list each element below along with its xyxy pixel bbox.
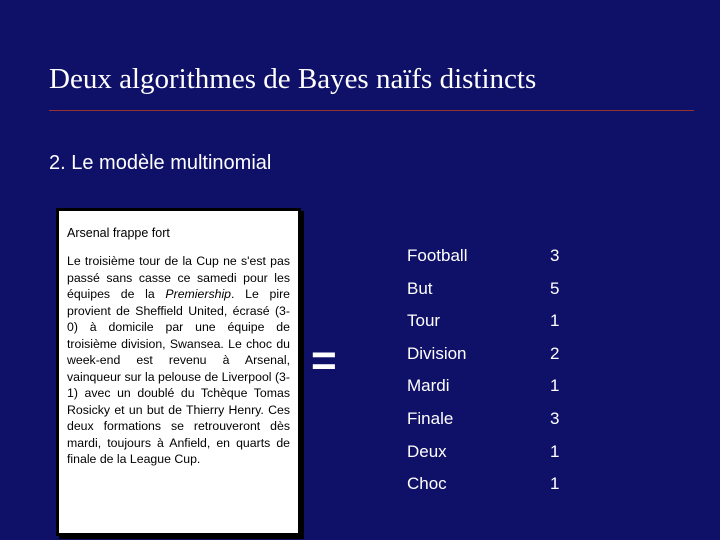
word-count: 1	[550, 311, 560, 331]
word-count-row	[407, 370, 587, 403]
article-body-part1: Le troisième tour de la Cup ne s'est pas passé sans casse ce samedi pour les équipes de la	[67, 254, 290, 301]
article-title: Arsenal frappe fort	[67, 226, 170, 240]
word-count-row	[407, 240, 587, 273]
word-count-row	[407, 305, 587, 338]
word-label: Finale	[407, 408, 454, 428]
word-count-row	[407, 436, 587, 469]
word-label: Tour	[407, 311, 441, 331]
equals-sign: =	[311, 336, 337, 385]
word-count: 3	[550, 246, 560, 265]
word-label: Football	[407, 246, 468, 265]
article-box	[56, 208, 301, 536]
word-count-list	[407, 240, 587, 501]
word-label: Division	[407, 343, 467, 363]
word-count-row	[407, 338, 587, 371]
word-count: 1	[550, 441, 560, 461]
title-divider	[49, 110, 694, 111]
word-label: Choc	[407, 474, 447, 494]
word-count-row	[407, 273, 587, 306]
word-label: Deux	[407, 441, 447, 461]
slide-title: Deux algorithmes de Bayes naïfs distincts	[49, 63, 537, 95]
word-count: 3	[550, 408, 560, 428]
slide-subtitle: 2. Le modèle multinomial	[49, 152, 272, 174]
word-count-row	[407, 468, 587, 501]
article-body-part2: . Le pire provient de Sheffield United, écrasé (3-0) à domicile par une équipe de troisième division, Swansea. Le choc du week-end est revenu à Arsenal, vainqueur sur la pelouse de Liverpool (3-1) avec un doublé du Tchèque Tomas Rosicky et un but de Thierry Henry. Ces deux formations se retrouveront dès mardi, toujours à Anfield, en quarts de finale de la League Cup.	[67, 287, 290, 466]
word-count: 5	[550, 278, 560, 298]
word-label: But	[407, 278, 433, 298]
word-count: 2	[550, 343, 560, 363]
word-count: 1	[550, 474, 560, 494]
word-label: Mardi	[407, 376, 450, 396]
word-count: 1	[550, 376, 560, 396]
article-body	[67, 253, 290, 468]
article-body-italic: Premiership	[165, 287, 232, 301]
word-count-row	[407, 403, 587, 436]
